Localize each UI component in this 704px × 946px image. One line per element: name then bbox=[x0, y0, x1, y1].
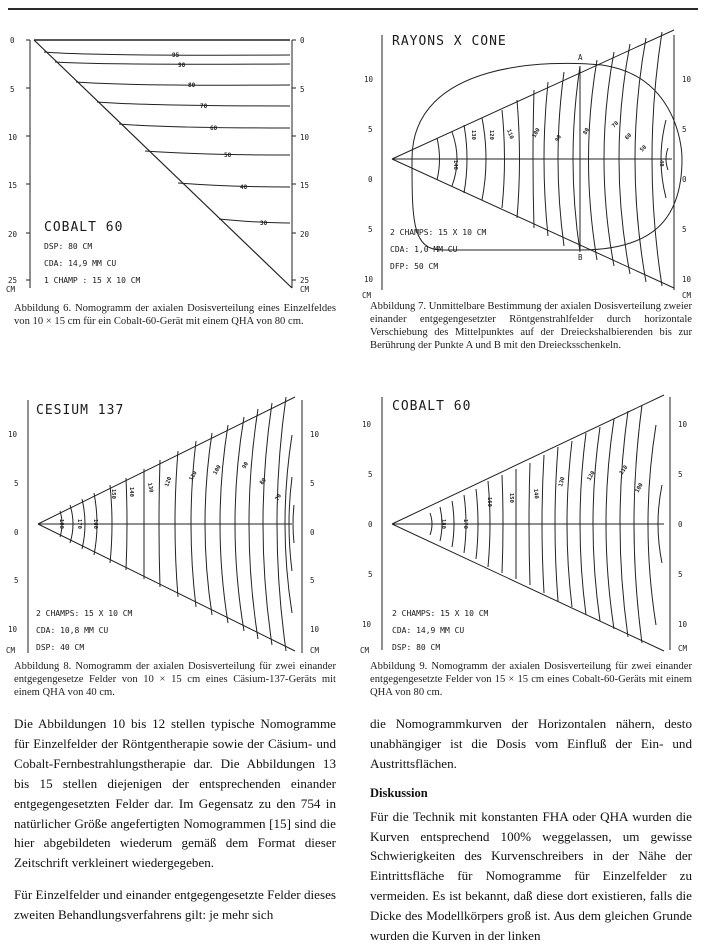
figure-8-legend bbox=[36, 609, 132, 652]
svg-text:0: 0 bbox=[368, 175, 373, 184]
svg-text:10: 10 bbox=[8, 133, 18, 142]
svg-text:10: 10 bbox=[310, 430, 320, 439]
figure-7-param-fields: 2 CHAMPS: 15 X 10 CM bbox=[390, 228, 487, 237]
svg-text:10: 10 bbox=[682, 75, 692, 84]
figure-8 bbox=[0, 385, 352, 665]
svg-text:100: 100 bbox=[634, 482, 645, 494]
svg-text:10: 10 bbox=[362, 620, 372, 629]
svg-text:5: 5 bbox=[368, 470, 373, 479]
svg-text:60: 60 bbox=[210, 125, 218, 132]
svg-text:5: 5 bbox=[678, 470, 683, 479]
svg-text:15: 15 bbox=[300, 181, 310, 190]
svg-text:70: 70 bbox=[274, 493, 284, 502]
figure-6-param-cda: CDA: 14,9 MM CU bbox=[44, 259, 117, 268]
figure-9-param-cda: CDA: 14,9 MM CU bbox=[392, 626, 465, 635]
svg-text:95: 95 bbox=[172, 52, 180, 59]
figure-8-param-cda: CDA: 10,8 MM CU bbox=[36, 626, 109, 635]
figure-6-param-dsp: DSP: 80 CM bbox=[44, 242, 93, 251]
svg-text:140: 140 bbox=[532, 488, 539, 500]
svg-text:130: 130 bbox=[470, 130, 476, 140]
svg-text:140: 140 bbox=[128, 487, 134, 497]
svg-text:5: 5 bbox=[300, 85, 305, 94]
svg-text:0: 0 bbox=[14, 528, 19, 537]
svg-text:0: 0 bbox=[10, 36, 15, 45]
svg-text:130: 130 bbox=[558, 476, 567, 488]
svg-text:40: 40 bbox=[658, 160, 664, 167]
svg-text:180: 180 bbox=[440, 519, 446, 529]
figure-7-param-cda: CDA: 1,0 MM CU bbox=[390, 245, 458, 254]
svg-text:10: 10 bbox=[678, 420, 688, 429]
svg-text:0: 0 bbox=[300, 36, 305, 45]
svg-text:0: 0 bbox=[368, 520, 373, 529]
svg-text:90: 90 bbox=[241, 461, 251, 470]
svg-text:170: 170 bbox=[462, 519, 468, 529]
svg-text:5: 5 bbox=[682, 125, 687, 134]
figure-9-param-fields: 2 CHAMPS: 15 X 10 CM bbox=[392, 609, 489, 618]
figure-9-legend bbox=[392, 609, 488, 652]
svg-text:50: 50 bbox=[224, 152, 232, 159]
svg-text:0: 0 bbox=[682, 175, 687, 184]
svg-text:CM: CM bbox=[362, 291, 372, 300]
figure-7 bbox=[352, 20, 704, 300]
figure-6-legend bbox=[44, 220, 140, 285]
svg-text:100: 100 bbox=[212, 464, 223, 476]
svg-text:5: 5 bbox=[678, 570, 683, 579]
svg-text:110: 110 bbox=[505, 128, 515, 141]
svg-text:80: 80 bbox=[188, 82, 196, 89]
svg-text:50: 50 bbox=[639, 144, 649, 154]
svg-text:120: 120 bbox=[586, 470, 597, 482]
svg-text:170: 170 bbox=[76, 519, 82, 529]
svg-text:5: 5 bbox=[14, 576, 19, 585]
svg-text:10: 10 bbox=[364, 275, 374, 284]
left-paragraph-1: Die Abbildungen 10 bis 12 stellen typische Nomogramme für Einzelfelder der Röntgentherapie sowie der Cäsium- und Cobalt-Fernbestrahlungstherapie dar. Die Abbildungen 13 bis 15 stellen diejenigen der entsprechenden einander entgegengesetzten Felder dar. Im Gegensatz zu den 754 in natürlicher Größe angefertigten Nomogrammen [15] sind die hier abgebildeten wiederum gemäß dem Format dieser Zeitschrift verkleinert wiedergegeben. bbox=[14, 716, 336, 871]
svg-text:70: 70 bbox=[200, 103, 208, 110]
section-heading-diskussion: Diskussion bbox=[370, 785, 428, 800]
svg-text:160: 160 bbox=[486, 497, 492, 507]
svg-text:150: 150 bbox=[110, 489, 116, 499]
point-b-label: B bbox=[578, 253, 583, 262]
svg-text:180: 180 bbox=[58, 519, 64, 529]
svg-text:5: 5 bbox=[310, 576, 315, 585]
top-rule bbox=[8, 8, 698, 10]
figure-6-title: COBALT 60 bbox=[44, 220, 124, 235]
svg-text:CM: CM bbox=[360, 646, 370, 655]
figure-8-param-dsp: DSP: 40 CM bbox=[36, 643, 85, 652]
svg-text:120: 120 bbox=[164, 476, 174, 488]
figure-9-param-dsp: DSP: 80 CM bbox=[392, 643, 441, 652]
figure-6-caption: Abbildung 6. Nomogramm der axialen Dosisverteilung eines Einzelfeldes von 10 × 15 cm für ein Cobalt-60-Gerät mit einem QHA von 80 cm. bbox=[14, 303, 336, 327]
svg-text:10: 10 bbox=[682, 275, 692, 284]
figure-6-param-field: 1 CHAMP : 15 X 10 CM bbox=[44, 276, 141, 285]
figure-7-caption: Abbildung 7. Unmittelbare Bestimmung der axialen Dosisverteilung zweier einander entgegengesetzter Röntgenstrahlfelder durch horizontale Verschiebung des Mittelpunktes auf der Dreieckshalbierenden bis zur Berührung der Punkte A und B mit den Dreiecksschenkeln. bbox=[370, 301, 692, 351]
svg-text:30: 30 bbox=[260, 220, 268, 227]
svg-text:5: 5 bbox=[368, 570, 373, 579]
svg-text:25: 25 bbox=[8, 276, 18, 285]
svg-text:10: 10 bbox=[678, 620, 688, 629]
right-column bbox=[370, 714, 692, 946]
svg-text:5: 5 bbox=[310, 479, 315, 488]
svg-text:80: 80 bbox=[258, 477, 268, 487]
point-a-label: A bbox=[578, 53, 583, 62]
svg-text:70: 70 bbox=[611, 120, 621, 130]
svg-text:0: 0 bbox=[678, 520, 683, 529]
svg-text:CM: CM bbox=[310, 646, 320, 655]
svg-text:130: 130 bbox=[146, 482, 154, 494]
left-column bbox=[14, 714, 336, 925]
svg-text:CM: CM bbox=[678, 644, 688, 653]
svg-text:100: 100 bbox=[531, 127, 542, 139]
svg-text:5: 5 bbox=[368, 225, 373, 234]
svg-text:CM: CM bbox=[300, 285, 310, 294]
figure-9 bbox=[352, 385, 704, 665]
svg-text:140: 140 bbox=[452, 160, 458, 170]
svg-text:90: 90 bbox=[554, 134, 564, 143]
svg-text:10: 10 bbox=[8, 430, 18, 439]
svg-text:5: 5 bbox=[10, 85, 15, 94]
figure-8-caption: Abbildung 8. Nomogramm der axialen Dosisverteilung für zwei einander entgegengesetze Felder von 10 × 15 cm eines Cäsium-137-Geräts mit einem QHA von 40 cm. bbox=[14, 661, 336, 698]
svg-text:110: 110 bbox=[618, 464, 630, 477]
svg-text:CM: CM bbox=[6, 646, 16, 655]
figure-7-title: RAYONS X CONE bbox=[392, 34, 507, 49]
svg-text:0: 0 bbox=[310, 528, 315, 537]
svg-text:10: 10 bbox=[300, 133, 310, 142]
svg-text:150: 150 bbox=[508, 493, 514, 503]
svg-text:90: 90 bbox=[178, 62, 186, 69]
svg-text:CM: CM bbox=[6, 285, 16, 294]
svg-text:5: 5 bbox=[682, 225, 687, 234]
figure-7-param-dfp: DFP: 50 CM bbox=[390, 262, 439, 271]
svg-text:10: 10 bbox=[8, 625, 18, 634]
right-paragraph-continued: die Nomogrammkurven der Horizontalen nähern, desto unabhängiger ist die Dosis vom Einfluß der Ein- und Austrittsflächen. bbox=[370, 716, 692, 771]
svg-text:5: 5 bbox=[368, 125, 373, 134]
svg-text:15: 15 bbox=[8, 181, 18, 190]
figure-8-param-fields: 2 CHAMPS: 15 X 10 CM bbox=[36, 609, 133, 618]
figure-6 bbox=[0, 20, 352, 300]
figure-8-title: CESIUM 137 bbox=[36, 403, 125, 418]
figure-9-caption: Abbildung 9. Nomogramm der axialen Dosisverteilung für zwei einander entgegengesetzte Felder von 15 × 15 cm eines Cobalt-60-Geräts mit einem QHA von 80 cm. bbox=[370, 661, 692, 698]
right-paragraph-diskussion: Für die Technik mit konstanten FHA oder QHA wurden die Kurven entsprechend 100% weggelassen, um gewisse Schwierigkeiten des Kurvenschreibers in der Nähe der Eintrittsfläche für Nomogramme für Einzelfelder zu vermeiden. Es ist bekannt, daß diese dort existieren, falls die Dicke des Modellkörpers groß ist. Aus dem gleichen Grunde wurden die Kurven in der linken bbox=[370, 808, 692, 944]
left-paragraph-2: Für Einzelfelder und einander entgegengesetzte Felder dieses zweiten Behandlungsverfahrens gilt: je mehr sich bbox=[14, 887, 336, 923]
svg-text:110: 110 bbox=[188, 470, 199, 482]
svg-text:10: 10 bbox=[364, 75, 374, 84]
figure-9-title: COBALT 60 bbox=[392, 399, 472, 414]
svg-text:160: 160 bbox=[92, 519, 98, 529]
svg-text:20: 20 bbox=[300, 230, 310, 239]
svg-text:CM: CM bbox=[682, 291, 692, 300]
svg-text:60: 60 bbox=[624, 132, 634, 142]
svg-text:40: 40 bbox=[240, 184, 248, 191]
svg-text:80: 80 bbox=[582, 127, 592, 136]
svg-text:5: 5 bbox=[14, 479, 19, 488]
svg-text:25: 25 bbox=[300, 276, 310, 285]
svg-text:120: 120 bbox=[488, 130, 494, 140]
figure-7-legend bbox=[390, 228, 486, 271]
svg-text:10: 10 bbox=[362, 420, 372, 429]
svg-text:20: 20 bbox=[8, 230, 18, 239]
svg-text:10: 10 bbox=[310, 625, 320, 634]
